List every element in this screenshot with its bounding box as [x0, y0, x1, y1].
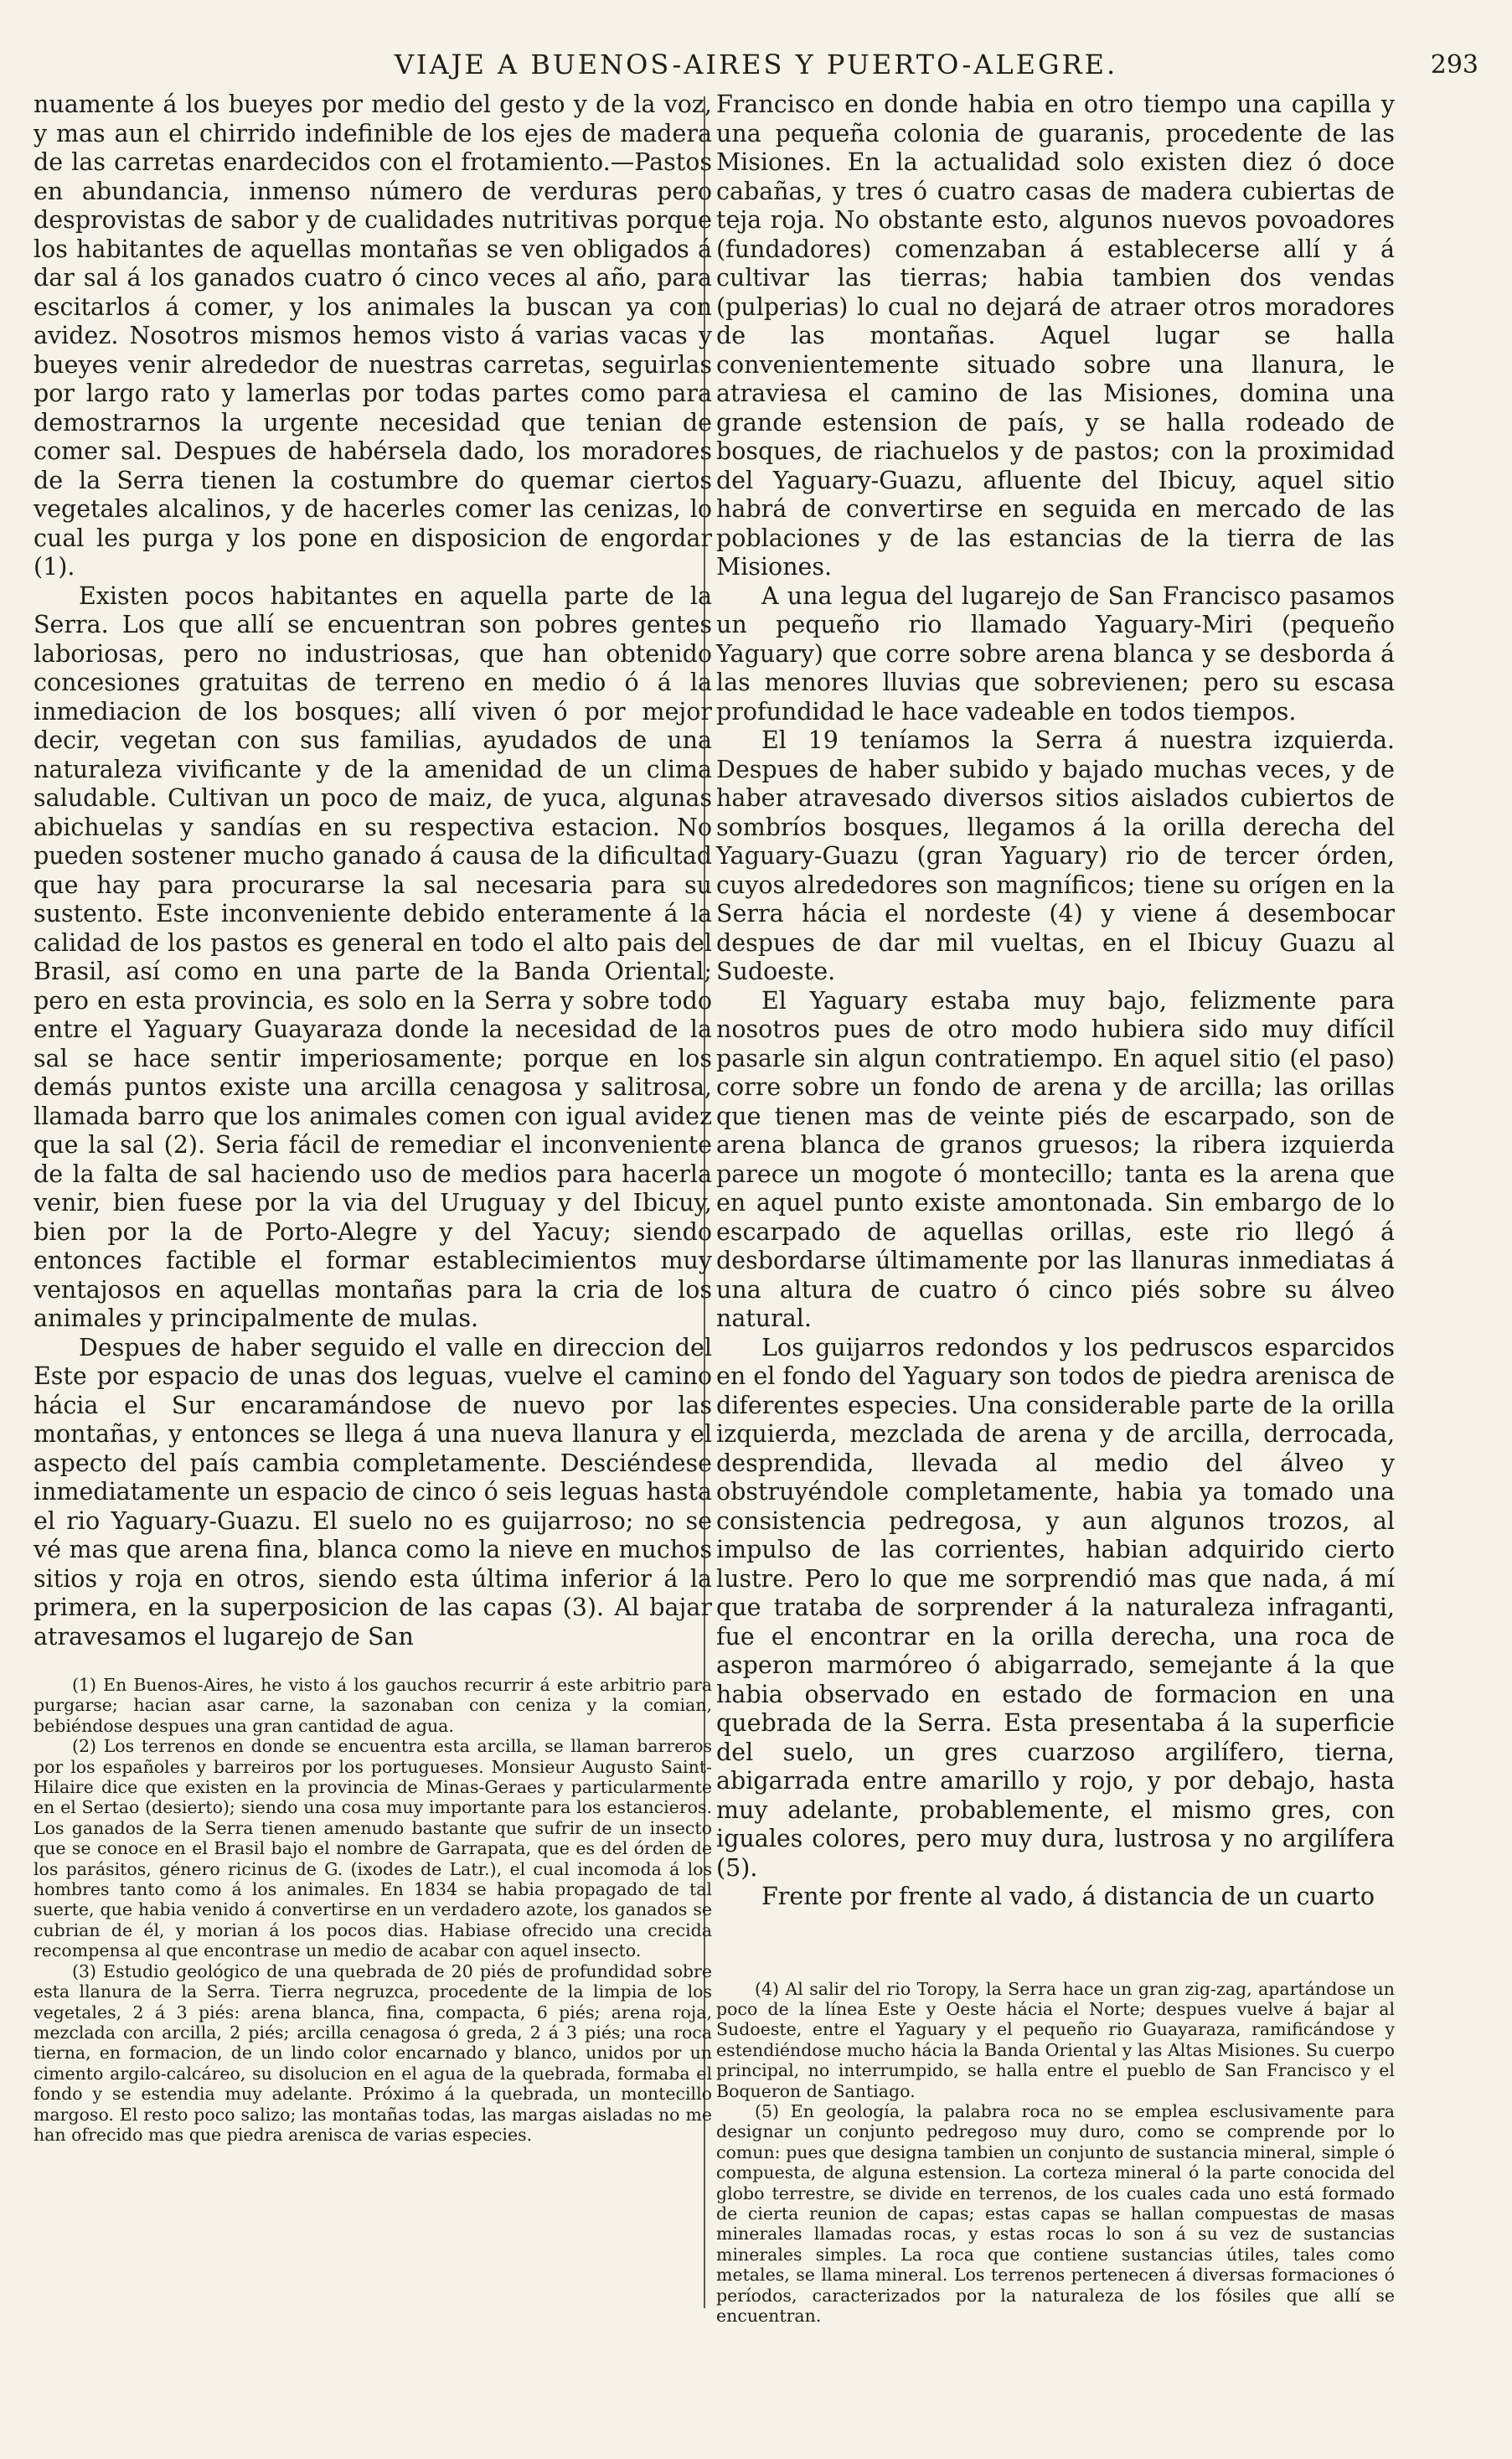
- footnote: (2) Los terrenos en donde se encuentra esta arcilla, se llaman barreros por los españoles y barreiros por los portugueses. Monsieur Augusto Saint-Hilaire dice que existen en la provincia de Minas-Geraes y particularmente en el Sertao (desierto); siendo una cosa muy importante para los estancieros. Los ganados de la Serra tienen amenudo bastante que sufrir de un insecto que se conoce en el Brasil bajo el nombre de Garrapata, que es del órden de los parásitos, género ricinus de G. (ixodes de Latr.), el cual incomoda á los hombres tanto como á los animales. En 1834 se habia propagado de tal suerte, que habia venido á convertirse en un verdadero azote, los ganados se cubrian de él, y morian á los pocos dias. Habiase ofrecido una crecida recompensa al que encontrase un medio de acabar con aquel insecto.: [34, 1736, 712, 1961]
- paragraph: El Yaguary estaba muy bajo, felizmente para nosotros pues de otro modo hubiera sido muy difícil pasarle sin algun contratiempo. En aquel sitio (el paso) corre sobre un fondo de arena y de arcilla; las orillas que tienen mas de veinte piés de escarpado, son de arena blanca de granos gruesos; la ribera izquierda parece un mogote ó montecillo; tanta es la arena que en aquel punto existe amontonada. Sin embargo de lo escarpado de aquellas orillas, este rio llegó á desbordarse últimamente por las llanuras inmediatas á una altura de cuatro ó cinco piés sobre su álveo natural.: [716, 986, 1395, 1332]
- right-column: [716, 90, 1395, 2326]
- page-header: [34, 49, 1478, 82]
- page-number: 293: [1430, 50, 1478, 80]
- footnote: (4) Al salir del rio Toropy, la Serra hace un gran zig-zag, apartándose un poco de la línea Este y Oeste hácia el Norte; despues vuelve á bajar al Sudoeste, entre el Yaguary y el pequeño rio Guayaraza, ramificándose y estendiéndose mucho hácia la Banda Oriental y las Altas Misiones. Su cuerpo principal, no interrumpido, se halla entre el pueblo de San Francisco y el Boqueron de Santiago.: [716, 1978, 1395, 2101]
- footnote: (1) En Buenos-Aires, he visto á los gauchos recurrir á este arbitrio para purgarse; hacian asar carne, la sazonaban con ceniza y la comian, bebiéndose despues una gran cantidad de agua.: [34, 1675, 712, 1736]
- running-title: VIAJE A BUENOS-AIRES Y PUERTO-ALEGRE.: [394, 49, 1118, 80]
- right-body-text: [716, 90, 1395, 1912]
- paragraph: Francisco en donde habia en otro tiempo una capilla y una pequeña colonia de guaranis, procedente de las Misiones. En la actualidad solo existen diez ó doce cabañas, y tres ó cuatro casas de madera cubiertas de teja roja. No obstante esto, algunos nuevos povoadores (fundadores) comenzaban á establecerse allí y á cultivar las tierras; habia tambien dos vendas (pulperias) lo cual no dejará de atraer otros moradores de las montañas. Aquel lugar se halla convenientemente situado sobre una llanura, le atraviesa el camino de las Misiones, domina una grande estension de país, y se halla rodeado de bosques, de riachuelos y de pastos; con la proximidad del Yaguary-Guazu, afluente del Ibicuy, aquel sitio habrá de convertirse en seguida en mercado de las poblaciones y de las estancias de la tierra de las Misiones.: [716, 90, 1395, 581]
- paragraph: El 19 teníamos la Serra á nuestra izquierda. Despues de haber subido y bajado muchas veces, y de haber atravesado diversos sitios aislados cubiertos de sombríos bosques, llegamos á la orilla derecha del Yaguary-Guazu (gran Yaguary) rio de tercer órden, cuyos alrededores son magníficos; tiene su orígen en la Serra hácia el nordeste (4) y viene á desembocar despues de dar mil vueltas, en el Ibicuy Guazu al Sudoeste.: [716, 726, 1395, 985]
- left-body-text: [34, 90, 712, 1651]
- paragraph: A una legua del lugarejo de San Francisco pasamos un pequeño rio llamado Yaguary-Miri (pequeño Yaguary) que corre sobre arena blanca y se desborda á las menores lluvias que sobrevienen; pero su escasa profundidad le hace vadeable en todos tiempos.: [716, 581, 1395, 726]
- footnote: (3) Estudio geológico de una quebrada de 20 piés de profundidad sobre esta llanura de la Serra. Tierra negruzca, procedente de la limpia de los vegetales, 2 á 3 piés: arena blanca, fina, compacta, 6 piés; arena roja, mezclada con arcilla, 2 piés; arcilla cenagosa ó greda, 2 á 3 piés; una roca tierna, en formacion, de un lindo color encarnado y blanco, unidos por un cimento argilo-calcáreo, su disolucion en el agua de la quebrada, formaba el fondo y se estendia muy adelante. Próximo á la quebrada, un montecillo margoso. El resto poco salizo; las montañas todas, las margas aisladas no me han ofrecido mas que piedra arenisca de varias especies.: [34, 1960, 712, 2145]
- right-footnotes: [716, 1979, 1395, 2327]
- left-footnotes: [34, 1675, 712, 2145]
- footnote: (5) En geología, la palabra roca no se emplea esclusivamente para designar un conjunto pedregoso muy duro, como se comprende por lo comun: pues que designa tambien un conjunto de sustancia mineral, simple ó compuesta, de alguna estension. La corteza mineral ó la parte conocida del globo terrestre, se divide en terrenos, de los cuales cada uno está formado de cierta reunion de capas; estas capas se hallan compuestas de masas minerales llamadas rocas, y estas rocas lo son á su vez de sustancias minerales simples. La roca que contiene sustancias útiles, tales como metales, se llama mineral. Los terrenos pertenecen á diversas formaciones ó períodos, caracterizados por la naturaleza de los fósiles que allí se encuentran.: [716, 2100, 1395, 2326]
- left-column: [34, 90, 712, 2145]
- paragraph: Frente por frente al vado, á distancia de un cuarto: [761, 1883, 1375, 1910]
- paragraph: nuamente á los bueyes por medio del gesto y de la voz, y mas aun el chirrido indefinible de los ejes de madera de las carretas enardecidos con el frotamiento.—Pastos en abundancia, inmenso número de verduras pero desprovistas de sabor y de cualidades nutritivas porque los habitantes de aquellas montañas se ven obligados á dar sal á los ganados cuatro ó cinco veces al año, para escitarlos á comer, y los animales la buscan ya con avidez. Nosotros mismos hemos visto á varias vacas y bueyes venir alrededor de nuestras carretas, seguirlas por largo rato y lamerlas por todas partes como para demostrarnos la urgente necesidad que tenian de comer sal. Despues de habérsela dado, los moradores de la Serra tienen la costumbre do quemar ciertos vegetales alcalinos, y de hacerles comer las cenizas, lo cual les purga y los pone en disposicion de engordar (1).: [34, 90, 712, 581]
- paragraph: Los guijarros redondos y los pedruscos esparcidos en el fondo del Yaguary son todos de piedra arenisca de diferentes especies. Una considerable parte de la orilla izquierda, mezclada de arena y de arcilla, derrocada, desprendida, llevada al medio del álveo y obstruyéndole completamente, habia ya tomado una consistencia pedregosa, y aun algunos trozos, al impulso de las corrientes, habian adquirido cierto lustre. Pero lo que me sorprendió mas que nada, á mí que trataba de sorprender á la naturaleza infraganti, fue el encontrar en la orilla derecha, una roca de asperon marmóreo ó abigarrado, semejante á la que habia observado en estado de formacion en una quebrada de la Serra. Esta presentaba á la superficie del suelo, un gres cuarzoso argilífero, tierna, abigarrada entre amarillo y rojo, y por debajo, hasta muy adelante, probablemente, el mismo gres, con iguales colores, pero muy dura, lustrosa y no argilífera (5).: [716, 1333, 1395, 1882]
- paragraph: Existen pocos habitantes en aquella parte de la Serra. Los que allí se encuentran son pobres gentes laboriosas, pero no industriosas, que han obtenido concesiones gratuitas de terreno en medio ó á la inmediacion de los bosques; allí viven ó por mejor decir, vegetan con sus familias, ayudados de una naturaleza vivificante y de la amenidad de un clima saludable. Cultivan un poco de maiz, de yuca, algunas abichuelas y sandías en su respectiva estacion. No pueden sostener mucho ganado á causa de la dificultad que hay para procurarse la sal necesaria para su sustento. Este inconveniente debido enteramente á la calidad de los pastos es general en todo el alto pais del Brasil, así como en una parte de la Banda Oriental; pero en esta provincia, es solo en la Serra y sobre todo entre el Yaguary Guayaraza donde la necesidad de la sal se hace sentir imperiosamente; porque en los demás puntos existe una arcilla cenagosa y salitrosa, llamada barro que los animales comen con igual avidez que la sal (2). Seria fácil de remediar el inconveniente de la falta de sal haciendo uso de medios para hacerla venir, bien fuese por la via del Uruguay y del Ibicuy, bien por la de Porto-Alegre y del Yacuy; siendo entonces factible el formar establecimientos muy ventajosos en aquellas montañas para la cria de los animales y principalmente de mulas.: [34, 581, 712, 1332]
- paragraph: Despues de haber seguido el valle en direccion del Este por espacio de unas dos leguas, vuelve el camino hácia el Sur encaramándose de nuevo por las montañas, y entonces se llega á una nueva llanura y el aspecto del país cambia completamente. Desciéndese inmediatamente un espacio de cinco ó seis leguas hasta el rio Yaguary-Guazu. El suelo no es guijarroso; no se vé mas que arena fina, blanca como la nieve en muchos sitios y roja en otros, siendo esta última inferior á la primera, en la superposicion de las capas (3). Al bajar atravesamos el lugarejo de San: [34, 1333, 712, 1651]
